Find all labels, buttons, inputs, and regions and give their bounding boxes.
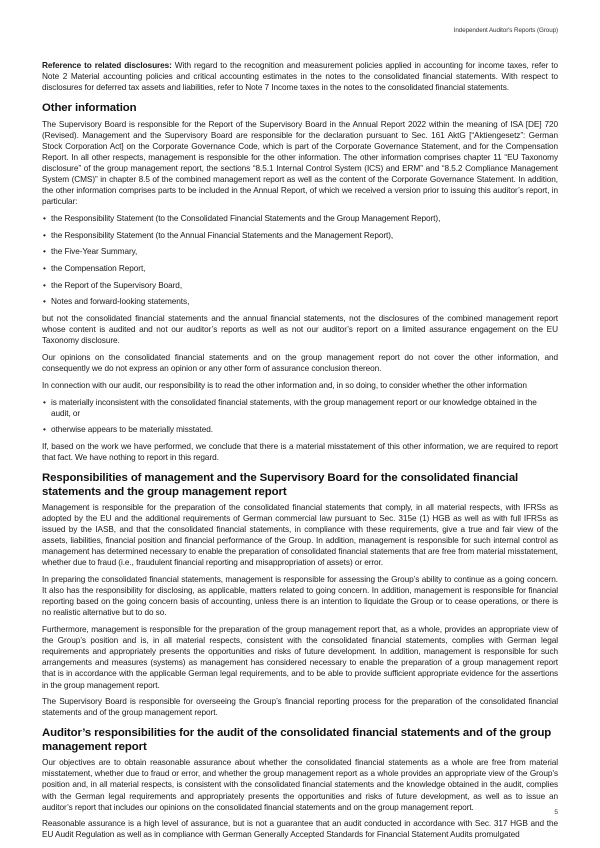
list-item: • is materially inconsistent with the consolidated financial statements, with the group management report or our knowledge obtained in the audit, or bbox=[43, 397, 537, 418]
other-information-paragraph-3: Our opinions on the consolidated financial statements and on the group management report do not cover the other information, and consequently we do not express an opinion or any other form of assurance conclusion thereon. bbox=[42, 353, 558, 374]
page-number: 5 bbox=[554, 809, 558, 816]
heading-auditor-responsibilities: Auditor’s responsibilities for the audit of the consolidated financial statements and of the group management report bbox=[42, 727, 552, 753]
other-information-paragraph-4: In connection with our audit, our responsibility is to read the other information and, in so doing, to consider whether the other information bbox=[42, 380, 527, 390]
bullet-icon: • bbox=[43, 214, 46, 224]
bullet-icon: • bbox=[43, 280, 46, 290]
document-body bbox=[42, 60, 558, 846]
reference-disclosures-lead: Reference to related disclosures: bbox=[42, 61, 172, 70]
bullet-icon: • bbox=[43, 425, 46, 435]
other-information-paragraph-1: The Supervisory Board is responsible for the Report of the Supervisory Board in the Annual Report 2022 within the meaning of ISA [DE] 720 (Revised). Management and the Supervisory Board are responsible for the declaration pursuant to Sec. 161 AktG [“Aktiengesetz”: German Stock Corporation Act] on the Corporate Governance Code, which is part of the Corporate Governance Statement, and for the Compensation Report. In all other respects, management is responsible for the other information. The other information comprises chapter 11 “EU Taxonomy disclosure” of the group management report, the sections “8.5.1 Internal Control System (ICS) and ERM” and “8.5.2 Compliance Management System (CMS)” in chapter 8.5 of the combined management report as well as the content of the Corporate Governance Statement. In addition, the other information comprises parts to be included in the Annual Report, of which we received a version prior to issuing this auditor’s report, in particular: bbox=[42, 119, 558, 207]
bullet-icon: • bbox=[43, 247, 46, 257]
section-other-information bbox=[42, 102, 558, 463]
list-item: • the Five-Year Summary, bbox=[43, 247, 138, 257]
running-header: Independent Auditor's Reports (Group) bbox=[453, 27, 558, 34]
reference-disclosures-text: With regard to the recognition and measurement policies applied in accounting for income taxes, refer to Note 2 Material accounting policies and critical accounting estimates in the notes to the consolidated financial statements. With respect to disclosures for deferred tax assets and liabilities, refer to Note 7 Income taxes in the notes to the consolidated financial statements. bbox=[42, 61, 558, 93]
heading-other-information: Other information bbox=[42, 102, 137, 115]
list-item: • otherwise appears to be materially misstated. bbox=[43, 425, 213, 435]
management-responsibilities-paragraph-3: Furthermore, management is responsible for the preparation of the group management report that, as a whole, provides an appropriate view of the Group’s position and is, in all material respects, consistent with the consolidated financial statements, complies with German legal requirements and appropriately presents the opportunities and risks of future development. In addition, management is responsible for such arrangements and measures (systems) as management has considered necessary to enable the preparation of a group management report that is in accordance with the applicable German legal requirements, and to be able to provide sufficient appropriate evidence for the assertions in the group management report. bbox=[42, 625, 558, 690]
reference-disclosures-paragraph bbox=[42, 60, 558, 93]
auditor-responsibilities-paragraph-1: Our objectives are to obtain reasonable assurance about whether the consolidated financial statements as a whole are free from material misstatement, whether due to fraud or error, and whether the group management report as a whole provides an appropriate view of the Group’s position and, in all material respects, is consistent with the consolidated financial statements and the knowledge obtained in the audit, complies with the German legal requirements and appropriately presents the opportunities and risks of future development, as well as to issue an auditor’s report that includes our opinions on the consolidated financial statements and on the group management report. bbox=[42, 758, 558, 812]
bullet-icon: • bbox=[43, 230, 46, 240]
heading-management-responsibilities: Responsibilities of management and the Supervisory Board for the consolidated financial statements and the group management report bbox=[42, 472, 519, 498]
other-information-paragraph-5: If, based on the work we have performed, we conclude that there is a material misstatement of this other information, we are required to report that fact. We have nothing to report in this regard. bbox=[42, 441, 558, 463]
other-information-list bbox=[42, 213, 558, 308]
management-responsibilities-paragraph-1: Management is responsible for the preparation of the consolidated financial statements that comply, in all material respects, with IFRSs as adopted by the EU and the additional requirements of German commercial law pursuant to Sec. 315e (1) HGB as well as with full IFRSs as issued by the IASB, and that the consolidated financial statements, in compliance with these requirements, give a true and fair view of the assets, liabilities, financial position and financial performance of the Group. In addition, management is responsible for such internal control as management has determined necessary to enable the preparation of consolidated financial statements that are free from material misstatement, whether due to fraud (i.e., fraudulent financial reporting and misappropriation of assets) or error. bbox=[42, 502, 558, 568]
auditor-responsibilities-paragraph-2: Reasonable assurance is a high level of assurance, but is not a guarantee that an audit conducted in accordance with Sec. 317 HGB and the EU Audit Regulation as well as in compliance with German Generally Accepted Standards for Financial Statement Audits promulgated bbox=[42, 819, 558, 840]
list-item: • the Responsibility Statement (to the Consolidated Financial Statements and the Group Management Report), bbox=[43, 214, 441, 224]
other-information-conditions-list bbox=[42, 397, 558, 436]
other-information-paragraph-2: but not the consolidated financial statements and the annual financial statements, not the disclosures of the combined management report whose content is audited and not our auditor’s reports as well as not our auditor’s report on a limited assurance engagement on the EU Taxonomy disclosure. bbox=[42, 314, 558, 346]
list-item: • the Compensation Report, bbox=[43, 264, 146, 274]
bullet-icon: • bbox=[43, 297, 46, 307]
management-responsibilities-paragraph-4: The Supervisory Board is responsible for overseeing the Group’s financial reporting process for the preparation of the consolidated financial statements and of the group management report. bbox=[42, 697, 558, 718]
bullet-icon: • bbox=[43, 264, 46, 274]
bullet-icon: • bbox=[43, 397, 46, 407]
list-item: • the Responsibility Statement (to the Annual Financial Statements and the Management Report), bbox=[43, 230, 394, 240]
section-management-responsibilities bbox=[42, 472, 558, 718]
section-auditor-responsibilities bbox=[42, 727, 558, 840]
list-item: • Notes and forward-looking statements, bbox=[43, 297, 190, 307]
list-item: • the Report of the Supervisory Board, bbox=[43, 280, 183, 290]
management-responsibilities-paragraph-2: In preparing the consolidated financial statements, management is responsible for assessing the Group’s ability to continue as a going concern. It also has the responsibility for disclosing, as applicable, matters related to going concern. In addition, management is responsible for financial reporting based on the going concern basis of accounting, unless there is an intention to liquidate the Group or to cease operations, or there is no realistic alternative but to do so. bbox=[42, 575, 558, 618]
